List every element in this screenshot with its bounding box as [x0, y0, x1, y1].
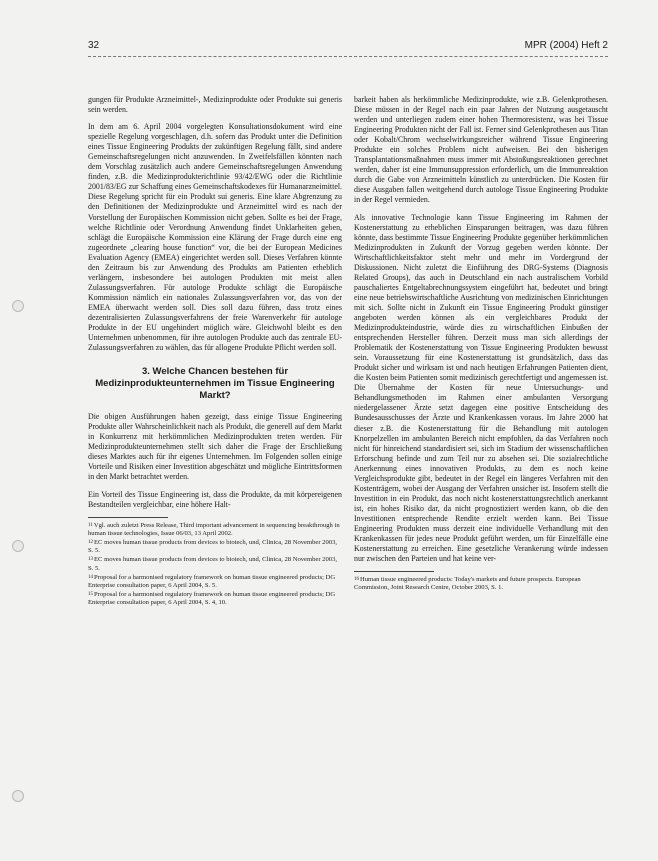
- paragraph: gungen für Produkte Arzneimittel-, Medizinprodukte oder Produkte sui generis sein werden.: [88, 95, 342, 115]
- footnote-number: 12: [88, 540, 93, 545]
- journal-reference: MPR (2004) Heft 2: [524, 40, 608, 51]
- section-heading: 3. Welche Chancen bestehen für Medizinprodukteunternehmen im Tissue Engineering Markt?: [95, 366, 335, 402]
- left-column: [88, 95, 342, 609]
- footnote-text: Human tissue engineered products: Today's markets and future prospects. European Commission, Joint Research Centre, October 2003, S. 1.: [354, 576, 581, 592]
- footnote-text: EC moves human tissue products from devices to biotech, und, Clinica, 28 November 2003, S. 5.: [88, 539, 338, 555]
- footnote-text: Vgl. auch zuletzt Press Release, Third important advancement in sequencing breakthrough in human tissue technologies, Issue 06/03, 13 April 2002.: [88, 521, 340, 537]
- punch-hole-mark: [12, 790, 24, 802]
- footnote-rule: [354, 571, 434, 572]
- punch-hole-mark: [12, 300, 24, 312]
- page-number: 32: [88, 40, 100, 51]
- paragraph: barkeit haben als herkömmliche Medizinprodukte, wie z.B. Gelenkprothesen. Diese müssen in der Regel nach ein paar Jahren der Nutzung ausgetauscht werden und unterliegen zudem einer hohen Thermoresistenz, was bei Tissue Engineering Produkten nicht der Fall ist. Ferner sind Gelenkprothesen aus Titan oder Kobalt/Chrom wechselwirkungsreicher während Tissue Engineering Produkte ein solches Problem nicht aufweisen. Bei den bisherigen Transplantationsmaßnahmen muss immer mit Abstoßungsreaktionen gerechnet werden, daher ist eine Immunsuppression erforderlich, um die Immunreaktion durch die Gabe von Arzneimitteln künstlich zu unterdrücken. Die Kosten für diese Ausgaben fallen weitgehend durch autologe Tissue Engineering Produkte in der Regel vermieden.: [354, 95, 608, 205]
- footnote-number: 15: [88, 592, 93, 598]
- footnote-text: Proposal for a harmonised regulatory framework on human tissue engineered products; DG Enterprise consultation paper, 6 April 2004, S. 4, 10.: [88, 591, 336, 607]
- footnote-text: EC moves human tissue products from devices to biotech, und, Clinica, 28 November 2003, S. 5.: [88, 556, 338, 572]
- footnote: [88, 522, 342, 538]
- footnote: [88, 539, 342, 555]
- footnote: [88, 591, 342, 607]
- punch-hole-mark: [12, 540, 24, 552]
- footnote-text: Proposal for a harmonised regulatory framework on human tissue engineered products; DG Enterprise consultation paper, 6 April 2004, S. 5.: [88, 573, 336, 590]
- paragraph: Als innovative Technologie kann Tissue Engineering im Rahmen der Kostenerstattung zu erheblichen Einsparungen beitragen, was dazu führen könnte, dass bestimmte Tissue Engineering Produkte gegenüber herkömmlichen Medizinprodukten in Zukunft der Vorzug gegeben werden könnte. Der Wirtschaftlichkeitsfaktor steht mehr und mehr im Vordergrund der Diskussionen. Nicht zuletzt die Einführung des DRG-Systems (Diagnosis Related Groups), das auch in Deutschland ein nach australischem Vorbild pauschaliertes Entgeltabrechnungssystem eingeführt hat, bedeutet und bringt eine neue betriebswirtschaftliche Ausrichtung von medizinischen Einrichtungen mit sich. Sollte nicht in Zukunft ein Tissue Engineering Produkt günstiger angeboten werden können als ein vergleichbares Produkt der Medizinprodukteindustrie, würde dies zu wirtschaftlichen Einbußen der entsprechenden Hersteller führen. Derzeit muss man sich allerdings der Problematik der Kostenerstattung von Tissue Engineering Produkten bewusst sein. Voraussetzung für eine Kostenerstattung ist grundsätzlich, dass das Produkt sicher und wirksam ist und nach heutigen Erfahrungen Patienten dient, die Kosten beim Patienten somit medizinisch gerechtfertigt und angemessen ist. Die Übernahme der Kosten für neue Untersuchungs- und Behandlungsmethoden im Rahmen einer ambulanten Versorgung niedergelassener Ärzte setzt dagegen eine positive Entscheidung des Bundesausschusses der Ärzte und Krankenkassen voraus. Im Jahre 2000 hat dieser z.B. die Kostenerstattung für die Behandlung mit autologen Knorpelzellen im ambulanten Bereich nicht empfohlen, da das Verfahren noch nicht für hinreichend standardisiert sei, sich im Stadium der wissenschaftlichen Erforschung befinde und zum Teil nur zu absehen sei. Die sozialrechtliche Anerkennung eines innovativen Produkts, zu dem es noch keine Vergleichsprodukte gibt, bedeutet in der Regel ein längeres Verfahren mit den Kostenträgern, wobei der Ausgang der Verfahren unsicher ist. Insofern stellt die Investition in ein Produkt, das noch nicht kostenerstattungsrechtlich anerkannt ist, ein hohes Risiko dar, da nicht prognostiziert werden kann, ob die den Investitionen entsprechende Rendite erzielt werden kann. Bei Tissue Engineering Produkten muss derzeit eine individuelle Verhandlung mit den Krankenkassen für jedes neue Produkt geführt werden, um für Einzelfälle eine Kostenerstattung zu erreichen. Eine gesetzliche Verankerung würde indessen nur zwischen den Parteien und hat keine ver-: [354, 212, 608, 564]
- footnotes: [88, 522, 342, 608]
- footnotes: [354, 576, 608, 592]
- page-header: [88, 40, 608, 56]
- footnote-number: 14: [88, 574, 93, 580]
- footnote: [88, 556, 342, 572]
- footnote: [354, 576, 608, 592]
- header-rule: [88, 56, 608, 57]
- footnote: [88, 574, 342, 590]
- paragraph: Ein Vorteil des Tissue Engineering ist, dass die Produkte, da mit körpereigenen Bestandteilen vergleichbar, eine höhere Halt-: [88, 489, 342, 509]
- footnote-number: 13: [88, 557, 93, 563]
- footnote-number: 11: [88, 522, 93, 528]
- footnote-number: 16: [354, 577, 359, 583]
- right-column: [354, 95, 608, 594]
- paragraph: Die obigen Ausführungen haben gezeigt, dass einige Tissue Engineering Produkte aller Wahrscheinlichkeit nach als Produkt, die generell auf dem Markt in Konkurrenz mit herkömmlichen Medizinprodukten treten werden. Für Medizinprodukteunternehmen stellt sich daher die Frage der Erschließung dieses Marktes auch für ihr eigenes Unternehmen. Im Folgenden sollen einige Vorteile und Risiken einer Investition abgeschätzt und mögliche Eintrittsformen in den Markt betrachtet werden.: [88, 412, 342, 482]
- footnote-rule: [88, 517, 168, 518]
- paragraph: In dem am 6. April 2004 vorgelegten Konsultationsdokument wird eine spezielle Regelung vorgeschlagen, d.h. sofern das Produkt unter die Definition eines Tissue Engineering Produkts der zukünftigen Regelung fällt, sind andere Gemeinschaftsregelungen nicht anzuwenden. In Zweifelsfällen könnten nach dem Vorschlag zusätzlich auch andere Gemeinschaftsregelungen Anwendung finden, z.B. die Medizinprodukterichtlinie 93/42/EWG oder die Richtlinie 2001/83/EG zur Schaffung eines Gemeinschaftskodexes für Humanarzneimittel. Diese Regelung spricht für ein Produkt sui generis. Eine klare Abgrenzung zu den Definitionen der Medizinprodukte und Arzneimittel wird es nach der Vorstellung der Europäischen Kommission nicht geben. Sollte es bei der Frage, welche Richtlinie oder Verordnung Anwendung findet Unklarheiten geben, schlägt die Europäische Kommission eine Klärung der Frage durch eine eng zugeordnete „clearing house function“ vor, die bei der European Medicines Evaluation Agency (EMEA) eingerichtet werden soll. Dieses Verfahren könnte den Zeitraum bis zur Anwendung des Produkts am Patienten erheblich verlängern, insbesondere bei autologen Produkten mit meist allen Zulassungsverfahren. Für autologe Produkte schlägt die Europäische Kommission nämlich ein nationales Zulassungsverfahren vor, das von der EMEA überwacht werden soll. Dies soll dazu führen, dass trotz eines dezentralisierten Zulassungsverfahrens der freie Warenverkehr für autologe Produkte in der EU ungehindert möglich wäre. Gleichwohl bleibt es den Unternehmen unbenommen, für ihre autologen Produkte auch das zentrale EU-Zulassungsverfahren zu wählen, das für allogene Produkte Pflicht werden soll.: [88, 122, 342, 353]
